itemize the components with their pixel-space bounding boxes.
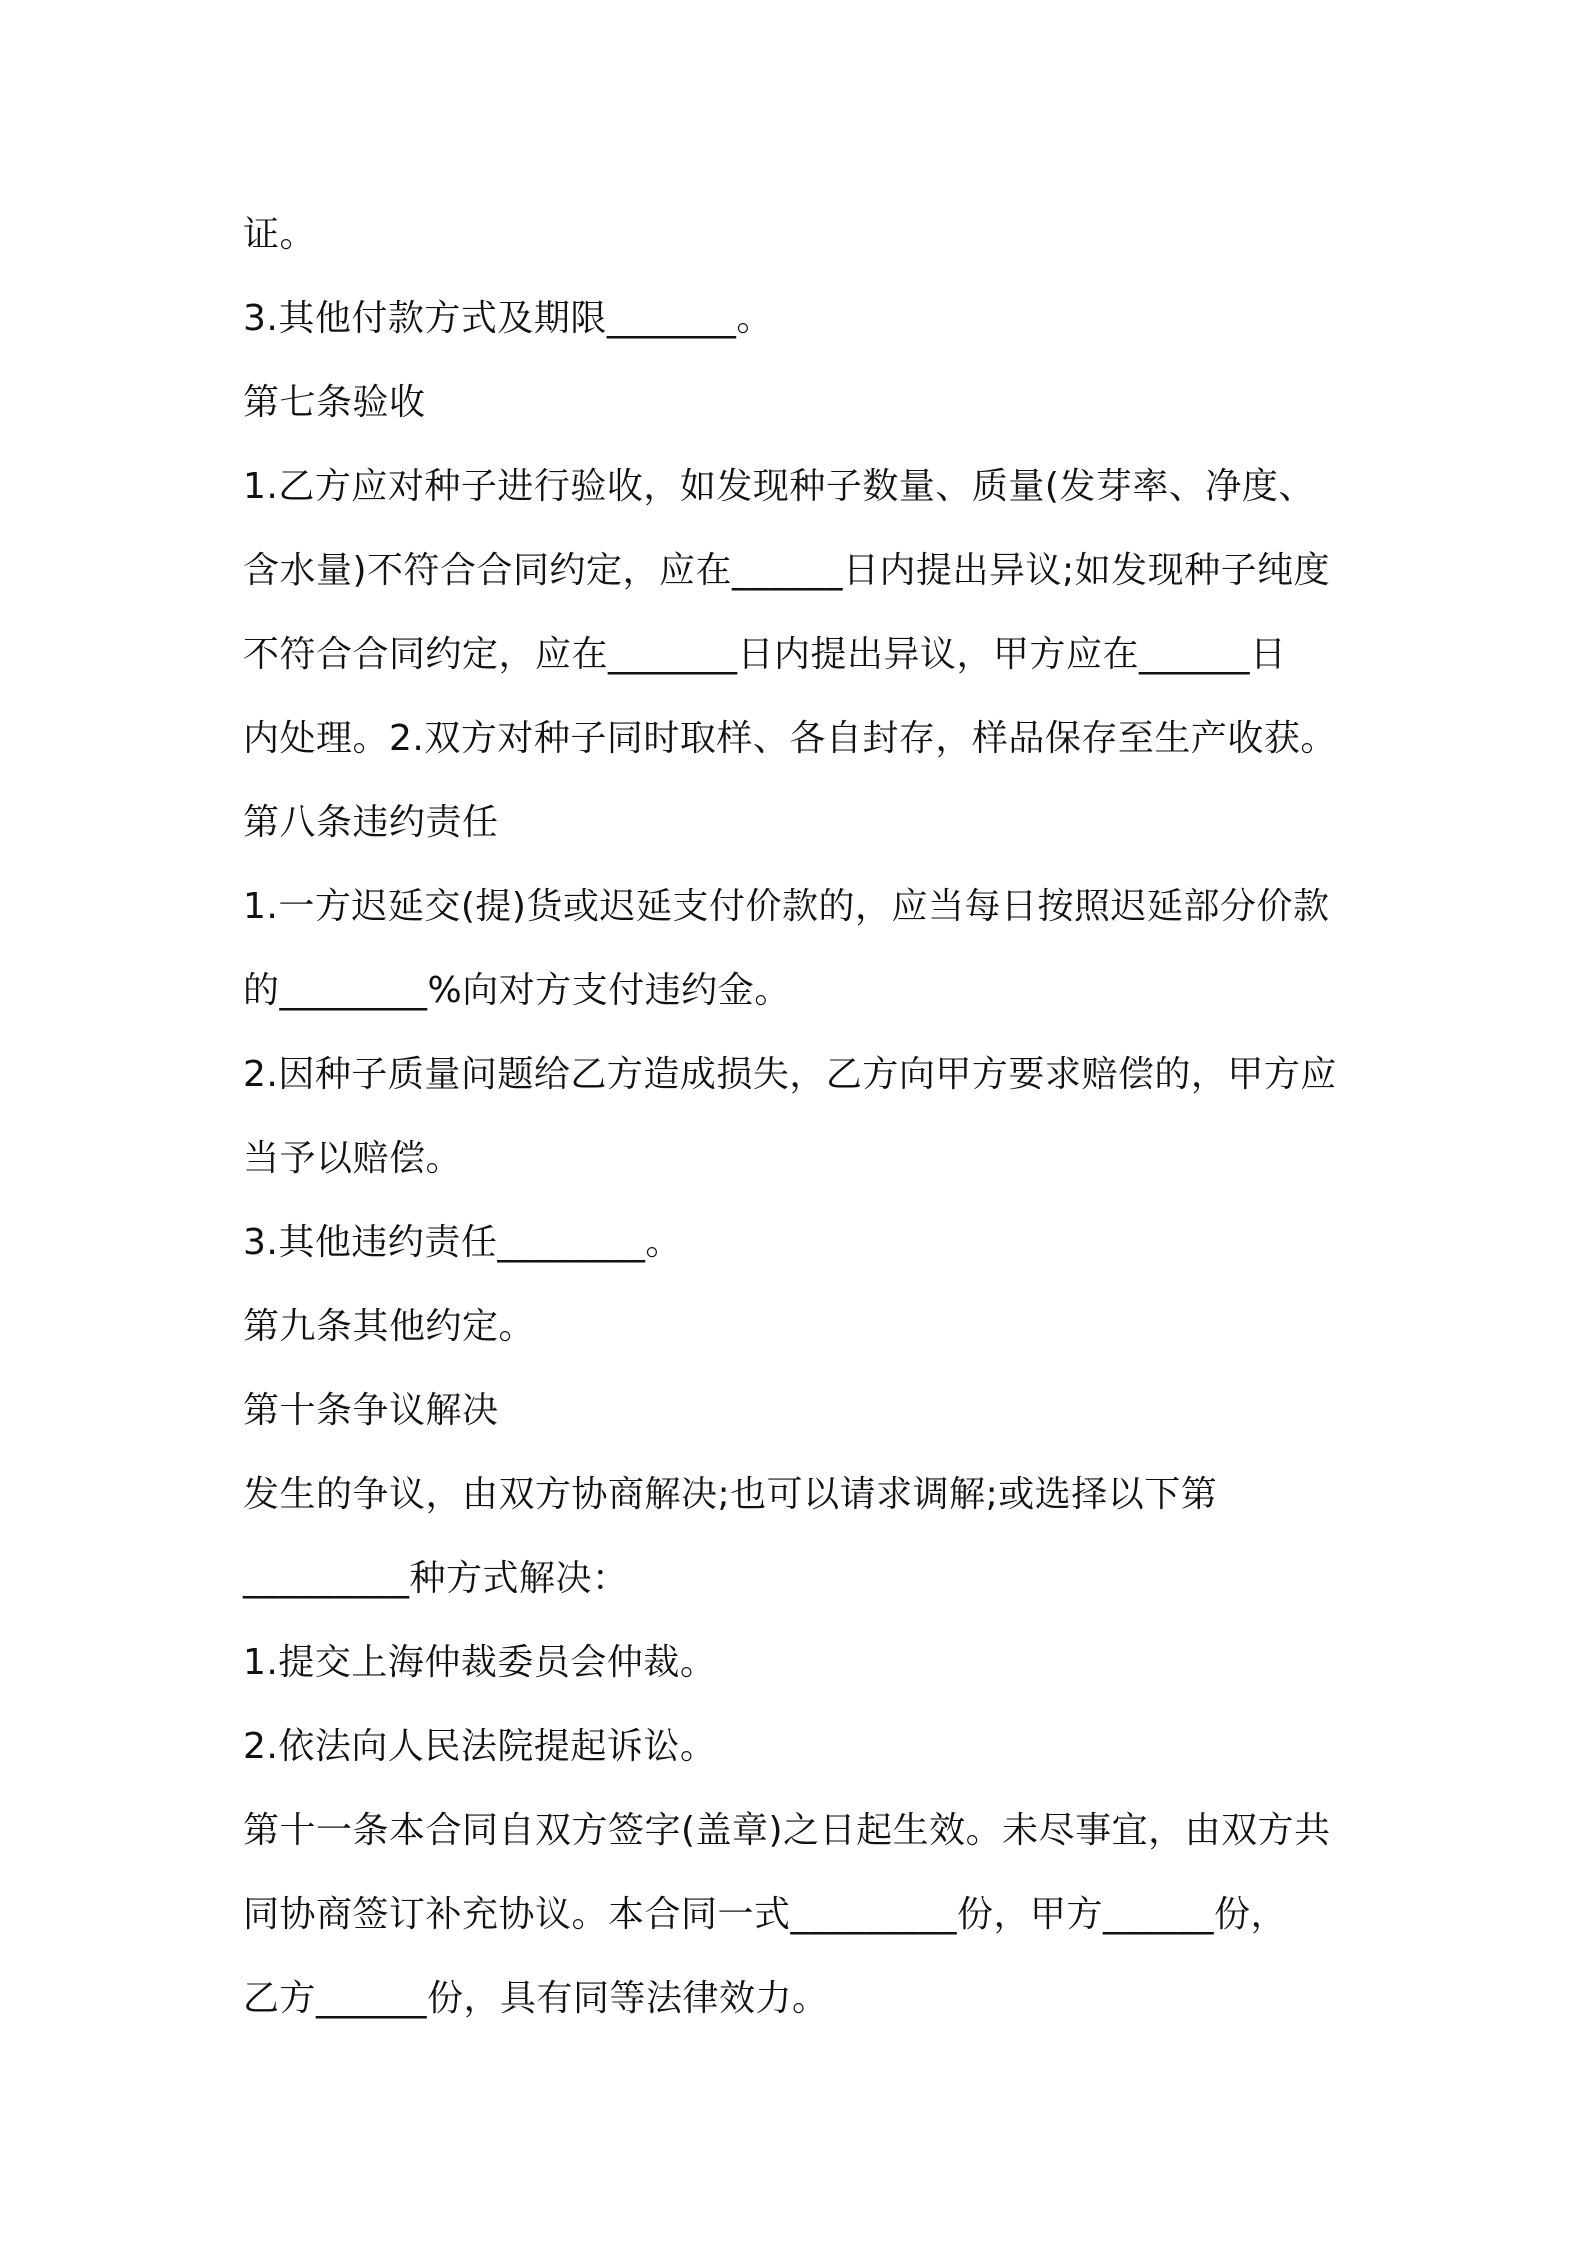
text-line: 乙方______份，具有同等法律效力。 — [243, 1978, 829, 2019]
document-body — [243, 193, 1363, 2041]
text-line: 2.依法向人民法院提起诉讼。 — [243, 1726, 717, 1767]
text-line: 的________%向对方支付违约金。 — [243, 970, 791, 1011]
text-line: 内处理。2.双方对种子同时取样、各自封存，样品保存至生产收获。 — [243, 718, 1337, 759]
text-line: _________种方式解决： — [243, 1558, 629, 1599]
section-heading: 第九条其他约定。 — [243, 1306, 536, 1347]
section-heading: 第八条违约责任 — [243, 802, 499, 843]
text-line: 同协商签订补充协议。本合同一式_________份，甲方______份， — [243, 1894, 1288, 1935]
text-line: 3.其他付款方式及期限_______。 — [243, 298, 773, 339]
text-line: 1.一方迟延交(提)货或迟延支付价款的，应当每日按照迟延部分价款 — [243, 886, 1330, 927]
section-heading: 第十条争议解决 — [243, 1390, 499, 1431]
text-line: 发生的争议，由双方协商解决;也可以请求调解;或选择以下第 — [243, 1474, 1218, 1515]
text-line: 不符合合同约定，应在_______日内提出异议，甲方应在______日 — [243, 634, 1287, 675]
text-line: 含水量)不符合合同约定，应在______日内提出异议;如发现种子纯度 — [243, 550, 1331, 591]
text-line: 第十一条本合同自双方签字(盖章)之日起生效。未尽事宜，由双方共 — [243, 1810, 1331, 1851]
text-line: 3.其他违约责任________。 — [243, 1222, 682, 1263]
text-line: 当予以赔偿。 — [243, 1138, 463, 1179]
text-line: 2.因种子质量问题给乙方造成损失，乙方向甲方要求赔偿的，甲方应 — [243, 1054, 1337, 1095]
text-line: 证。 — [243, 214, 317, 255]
section-heading: 第七条验收 — [243, 382, 426, 423]
text-line: 1.提交上海仲裁委员会仲裁。 — [243, 1642, 717, 1683]
text-line: 1.乙方应对种子进行验收，如发现种子数量、质量(发芽率、净度、 — [243, 466, 1315, 507]
